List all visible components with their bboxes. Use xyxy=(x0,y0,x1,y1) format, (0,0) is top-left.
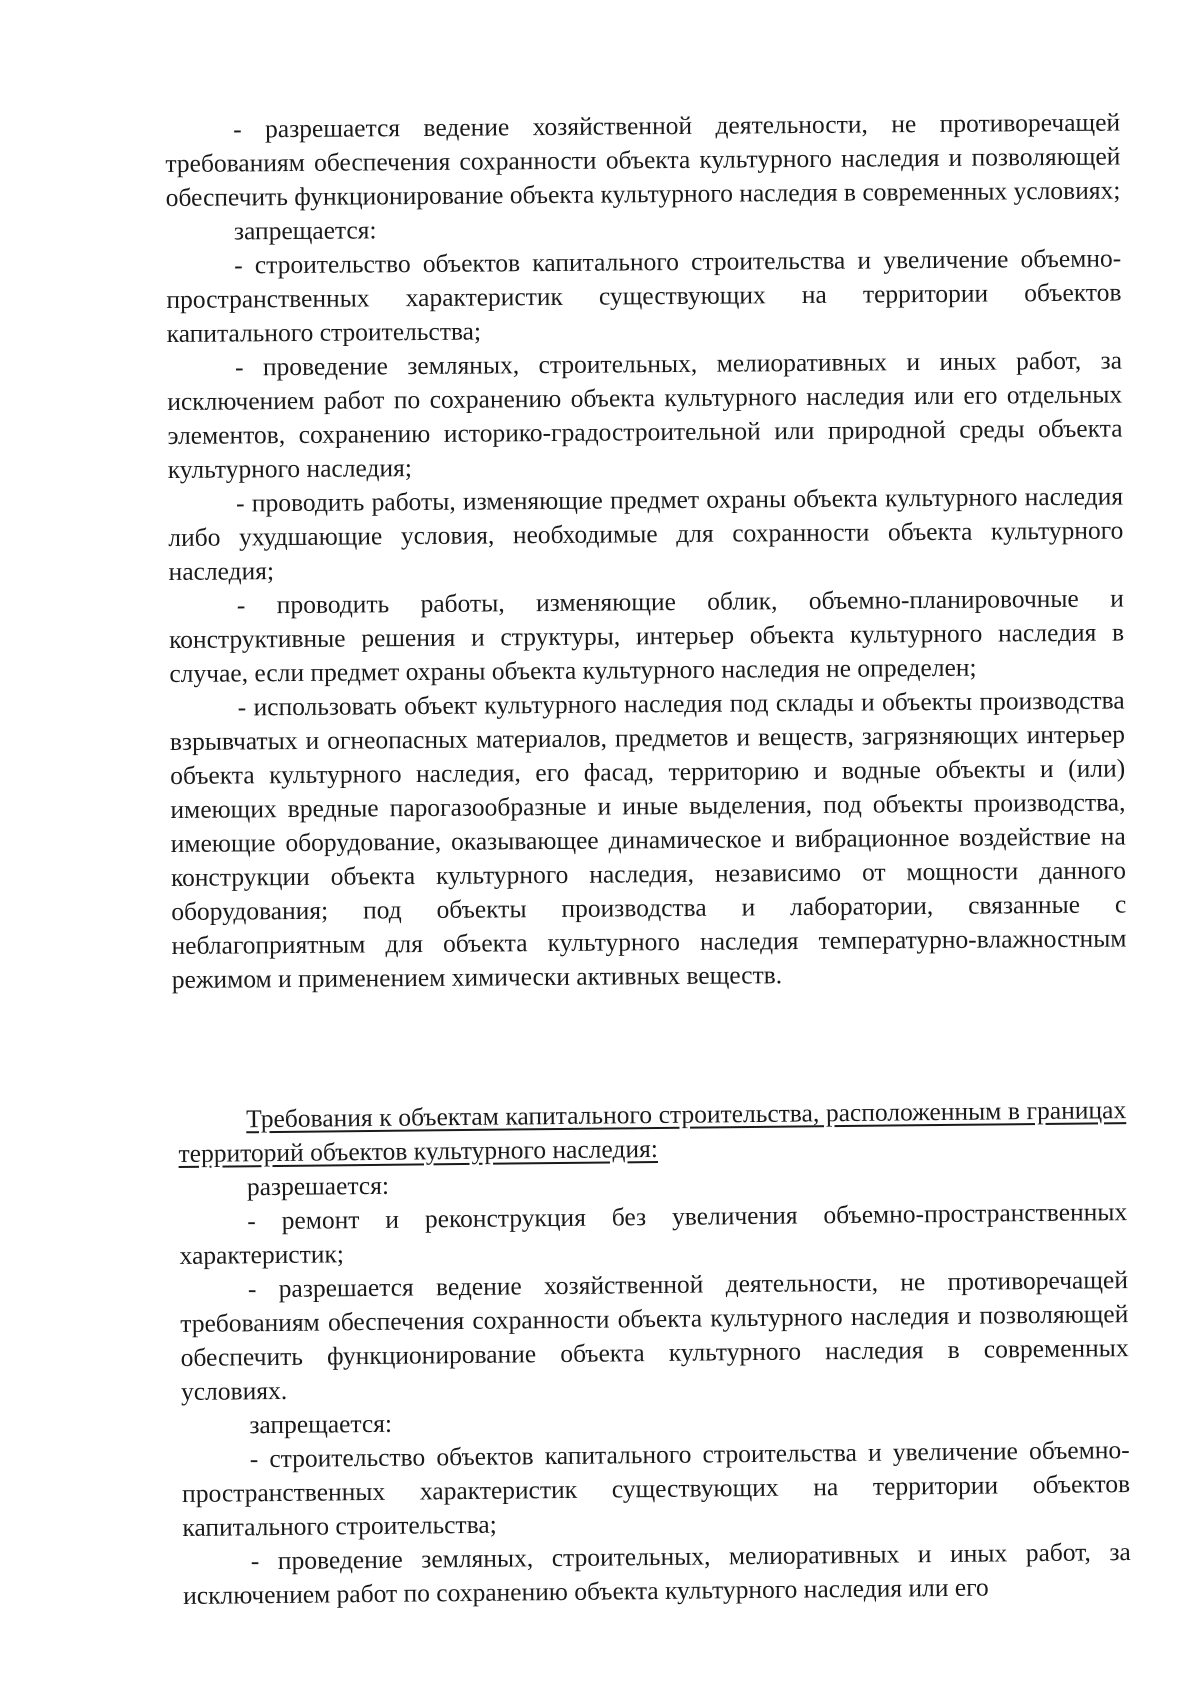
paragraph-construction-prohibited-2: - строительство объектов капитального строительства и увеличение объемно-пространственных характеристик существующих на территории объектов капитального строительства; xyxy=(181,1435,1131,1542)
paragraph-allowed-economic-activity-2: - разрешается ведение хозяйственной деятельности, не противоречащей требованиям обеспечения сохранности объекта культурного наследия и позволяющей обеспечить функционирование объекта культурного наследия в современных условиях. xyxy=(180,1265,1129,1406)
paragraph-protected-subject-works: - проводить работы, изменяющие предмет охраны объекта культурного наследия либо ухудшающие условия, необходимые для сохранности объекта культурного наследия; xyxy=(168,481,1124,586)
paragraph-allowed-economic-activity: - разрешается ведение хозяйственной деятельности, не противоречащей требованиям обеспечения сохранности объекта культурного наследия и позволяющей обеспечить функционирование объекта культурного наследия в современных условиях; xyxy=(165,107,1121,212)
section-capital-construction-requirements xyxy=(178,1093,1131,1613)
section-first-requirements xyxy=(165,105,1127,996)
label-prohibited: запрещается: xyxy=(233,215,377,246)
paragraph-repair-allowed: - ремонт и реконструкция без увеличения объемно-пространственных характеристик; xyxy=(179,1197,1128,1270)
label-prohibited-2: запрещается: xyxy=(249,1408,393,1440)
label-allowed: разрешается: xyxy=(246,1170,390,1202)
paragraph-usage-prohibited: - использовать объект культурного наследия под склады и объекты производства взрывчатых и огнеопасных материалов, предметов и веществ, загрязняющих интерьер объекта культурного наследия, его фасад, территорию и водные объекты и (или) имеющих вредные парогазообразные и иные выделения, под объекты производства, имеющие оборудование, оказывающее динамическое и вибрационное воздействие на конструкции объекта культурного наследия, независимо от мощности данного оборудования; под объекты производства и лаборатории, связанные с неблагоприятным для объекта культурного наследия температурно-влажностным режимом и применением химически активных веществ. xyxy=(169,685,1127,994)
paragraph-construction-prohibited: - строительство объектов капитального строительства и увеличение объемно-пространственных характеристик существующих на территории объектов капитального строительства; xyxy=(166,243,1122,348)
paragraph-appearance-works: - проводить работы, изменяющие облик, объемно-планировочные и конструктивные решения и структуры, интерьер объекта культурного наследия в случае, если предмет охраны объекта культурного наследия не определен; xyxy=(169,583,1125,688)
section-heading: Требования к объектам капитального строительства, расположенным в границах территорий объектов культурного наследия: xyxy=(178,1095,1127,1168)
paragraph-earthworks-prohibited: - проведение земляных, строительных, мелиоративных и иных работ, за исключением работ по сохранению объекта культурного наследия или его отдельных элементов, сохранению историко-градостроительной или природной среды объекта культурного наследия; xyxy=(167,345,1123,484)
paragraph-earthworks-prohibited-2: - проведение земляных, строительных, мелиоративных и иных работ, за исключением работ по сохранению объекта культурного наследия или его xyxy=(183,1537,1131,1610)
